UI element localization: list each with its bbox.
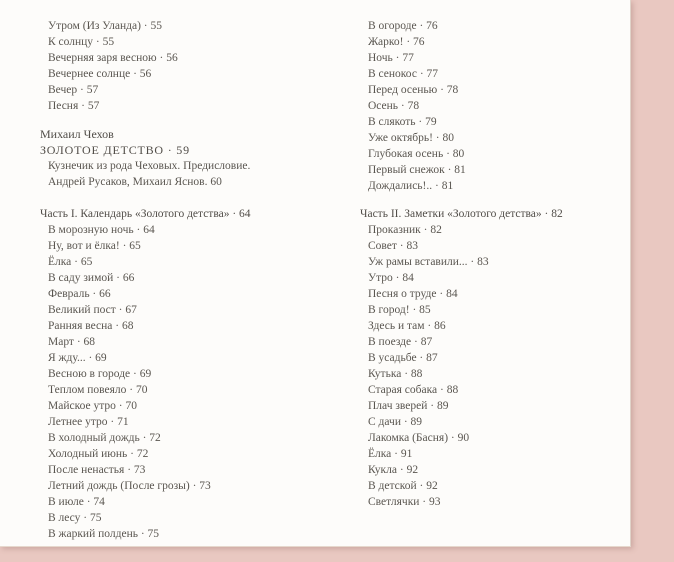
toc-entry: Песня о труде · 84 — [368, 288, 458, 300]
toc-entry: Март · 68 — [48, 336, 96, 348]
toc-entry: В огороде · 76 — [368, 20, 438, 32]
toc-entry: Здесь и там · 86 — [368, 320, 446, 332]
toc-entry: Ну, вот и ёлка! · 65 — [48, 240, 141, 252]
toc-entry: Лакомка (Басня) · 90 — [368, 432, 470, 444]
toc-entry: В усадьбе · 87 — [368, 352, 438, 364]
toc-entry: Песня · 57 — [48, 100, 100, 112]
toc-entry: Ёлка · 65 — [48, 256, 93, 268]
book-title-heading: ЗОЛОТОЕ ДЕТСТВО · 59 — [40, 143, 190, 157]
preface-line-2: Андрей Русаков, Михаил Яснов. 60 — [48, 176, 222, 188]
toc-entry: Вечерняя заря весною · 56 — [48, 52, 178, 64]
toc-entry: Вечер · 57 — [48, 84, 99, 96]
toc-entry: Вечернее солнце · 56 — [48, 68, 152, 80]
toc-list-intro — [40, 18, 330, 114]
toc-entry: После ненастья · 73 — [48, 464, 146, 476]
toc-entry: Ёлка · 91 — [368, 448, 413, 460]
toc-entry: Майское утро · 70 — [48, 400, 137, 412]
toc-entry: Холодный июнь · 72 — [48, 448, 149, 460]
toc-entry: В детской · 92 — [368, 480, 438, 492]
toc-entry: Великий пост · 67 — [48, 304, 137, 316]
toc-entry: Дождались!.. · 81 — [368, 180, 454, 192]
toc-entry: Утром (Из Уланда) · 55 — [48, 20, 163, 32]
toc-entry: Светлячки · 93 — [368, 496, 441, 508]
toc-entry: Жарко! · 76 — [368, 36, 425, 48]
toc-entry: Теплом повеяло · 70 — [48, 384, 148, 396]
toc-entry: В сенокос · 77 — [368, 68, 439, 80]
toc-entry: В лесу · 75 — [48, 512, 102, 524]
toc-entry: Ранняя весна · 68 — [48, 320, 134, 332]
toc-right-column — [360, 18, 650, 510]
part2-heading: Часть II. Заметки «Золотого детства» · 82 — [360, 208, 563, 220]
toc-entry: В саду зимой · 66 — [48, 272, 135, 284]
toc-entry: В морозную ночь · 64 — [48, 224, 155, 236]
toc-entry: В поезде · 87 — [368, 336, 433, 348]
toc-left-column — [40, 18, 330, 542]
toc-entry: Уже октябрь! · 80 — [368, 132, 455, 144]
author-heading: Михаил Чехов — [40, 127, 114, 141]
toc-entry: Кутька · 88 — [368, 368, 423, 380]
toc-entry: В слякоть · 79 — [368, 116, 437, 128]
part1-heading: Часть I. Календарь «Золотого детства» · 64 — [40, 208, 251, 220]
toc-entry: Осень · 78 — [368, 100, 420, 112]
toc-entry: Ночь · 77 — [368, 52, 414, 64]
toc-entry: Утро · 84 — [368, 272, 414, 284]
toc-entry: Перед осенью · 78 — [368, 84, 459, 96]
toc-entry: К солнцу · 55 — [48, 36, 115, 48]
toc-entry: В холодный дождь · 72 — [48, 432, 161, 444]
toc-entry: Летнее утро · 71 — [48, 416, 129, 428]
toc-entry: В жаркий полдень · 75 — [48, 528, 160, 540]
toc-entry: Глубокая осень · 80 — [368, 148, 465, 160]
toc-entry: Летний дождь (После грозы) · 73 — [48, 480, 211, 492]
preface-line-1: Кузнечик из рода Чеховых. Предисловие. — [48, 160, 251, 172]
toc-list-seasons — [360, 18, 650, 194]
toc-list-part2 — [360, 222, 650, 510]
toc-entry: С дачи · 89 — [368, 416, 423, 428]
toc-entry: Проказник · 82 — [368, 224, 442, 236]
toc-entry: Первый снежок · 81 — [368, 164, 466, 176]
toc-entry: Уж рамы вставили... · 83 — [368, 256, 489, 268]
toc-entry: Плач зверей · 89 — [368, 400, 449, 412]
toc-entry: Весною в городе · 69 — [48, 368, 152, 380]
toc-list-part1 — [40, 222, 330, 542]
toc-entry: Февраль · 66 — [48, 288, 111, 300]
toc-entry: Совет · 83 — [368, 240, 418, 252]
toc-entry: В город! · 85 — [368, 304, 431, 316]
toc-entry: Старая собака · 88 — [368, 384, 459, 396]
toc-entry: Кукла · 92 — [368, 464, 419, 476]
toc-entry: Я жду... · 69 — [48, 352, 107, 364]
toc-entry: В июле · 74 — [48, 496, 105, 508]
